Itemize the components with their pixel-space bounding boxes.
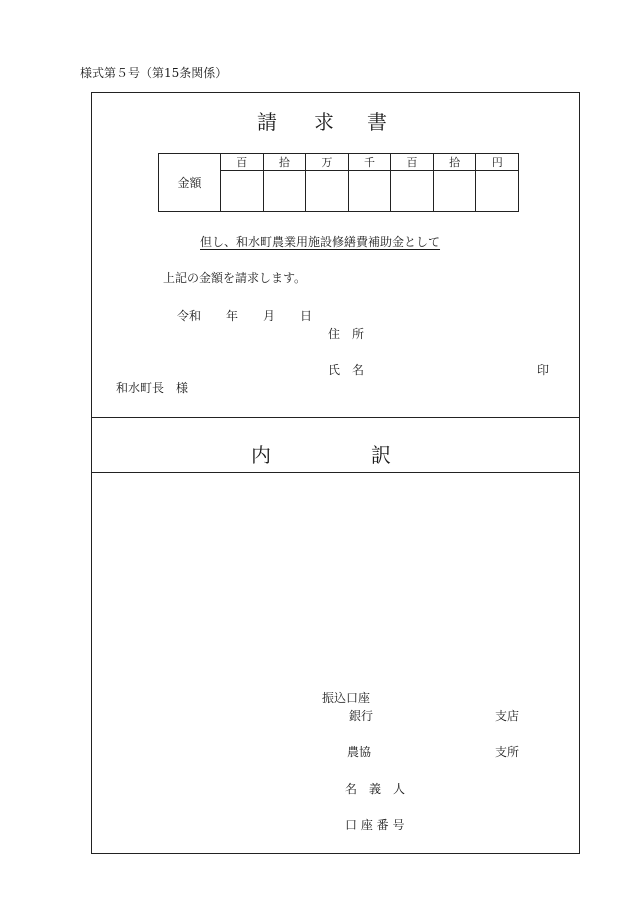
unit-hundred-man: 百: [221, 154, 264, 171]
coop-branch-label: 支所: [495, 745, 520, 759]
request-text: 上記の金額を請求します。: [163, 271, 307, 285]
addressee: 和水町長 様: [116, 381, 189, 395]
bank-heading: 振込口座: [322, 691, 371, 705]
unit-ten: 拾: [433, 154, 476, 171]
date-day[interactable]: 日: [300, 309, 313, 323]
amount-digit-cell[interactable]: [348, 171, 391, 212]
unit-ten-man: 拾: [263, 154, 306, 171]
form-number-label: 様式第５号（第15条関係）: [80, 66, 228, 80]
section-divider-top: [91, 417, 580, 418]
account-number-label: 口 座 番 号: [345, 818, 405, 832]
amount-label: 金額: [159, 154, 221, 212]
amount-digit-cell[interactable]: [433, 171, 476, 212]
address-label: 住 所: [328, 327, 365, 341]
amount-table: [158, 153, 519, 212]
coop-label: 農協: [347, 745, 372, 759]
amount-digit-cell[interactable]: [263, 171, 306, 212]
amount-digit-cell[interactable]: [391, 171, 434, 212]
branch-label: 支店: [495, 709, 520, 723]
unit-man: 万: [306, 154, 349, 171]
account-holder-label: 名 義 人: [345, 782, 406, 796]
amount-digit-cell[interactable]: [306, 171, 349, 212]
breakdown-title-char-2: 訳: [371, 443, 391, 467]
seal-mark: 印: [537, 363, 550, 377]
bank-label: 銀行: [349, 709, 374, 723]
date-year[interactable]: 年: [226, 309, 239, 323]
invoice-title-char-1: 請: [257, 110, 277, 134]
unit-thousand: 千: [348, 154, 391, 171]
section-divider-bottom: [91, 472, 580, 473]
purpose-text: 但し、和水町農業用施設修繕費補助金として: [200, 235, 441, 249]
unit-yen: 円: [476, 154, 519, 171]
unit-hundred: 百: [391, 154, 434, 171]
invoice-title-char-2: 求: [314, 110, 334, 134]
date-month[interactable]: 月: [263, 309, 276, 323]
amount-digit-cell[interactable]: [476, 171, 519, 212]
date-era: 令和: [177, 309, 202, 323]
invoice-title-char-3: 書: [367, 110, 387, 134]
amount-digit-cell[interactable]: [221, 171, 264, 212]
breakdown-title-char-1: 内: [251, 443, 271, 467]
name-label: 氏 名: [328, 363, 365, 377]
breakdown-content-area[interactable]: [96, 478, 574, 678]
